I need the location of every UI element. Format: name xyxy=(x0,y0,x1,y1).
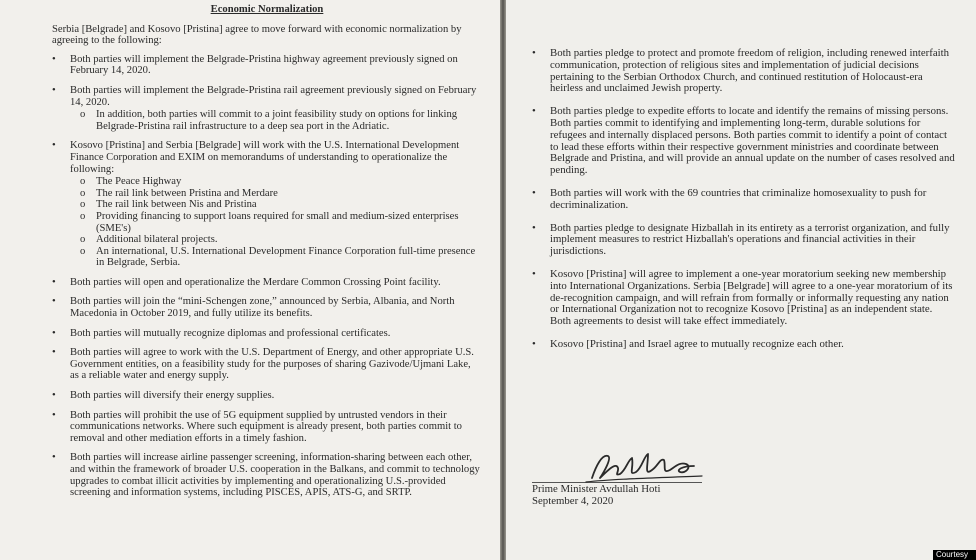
list-item: • Kosovo [Pristina] and Israel agree to mutually recognize each other. xyxy=(532,339,956,351)
signature-image xyxy=(582,448,712,486)
list-item xyxy=(52,140,482,269)
sub-list-item: o The rail link between Pristina and Merdare xyxy=(80,188,482,200)
sub-list-item: o Additional bilateral projects. xyxy=(80,234,482,246)
list-item: • Both parties will work with the 69 countries that criminalize homosexuality to push for decriminalization. xyxy=(532,188,956,212)
sub-list-item: o Providing financing to support loans required for small and medium-sized enterprises (SME's) xyxy=(80,211,482,234)
list-item xyxy=(52,85,482,132)
list-item xyxy=(52,328,482,340)
list-item-text: Both parties will diversify their energy supplies. xyxy=(70,390,275,402)
list-item-text: Both parties will mutually recognize diplomas and professional certificates. xyxy=(70,327,391,339)
signature-date: September 4, 2020 xyxy=(532,495,614,507)
left-bullet-list xyxy=(52,54,482,499)
right-bullet-list xyxy=(532,48,956,351)
list-item-text: Both parties will implement the Belgrade-Pristina rail agreement previously signed on February 14, 2020. xyxy=(70,84,477,108)
list-item-text: Both parties will agree to work with the U.S. Department of Energy, and other appropriate U.S. Government entities, on a feasibility study for the purposes of sharing Gazivode/Ujmani Lake, as a reliable water and energy supply. xyxy=(70,347,474,382)
list-item xyxy=(52,410,482,445)
right-document-page xyxy=(506,0,976,560)
signature-block xyxy=(532,448,832,507)
list-item: • Both parties pledge to expedite efforts to locate and identify the remains of missing persons. Both parties commit to identifying and implementing long-term, durable solutions for refugees and internally displaced persons. Both parties commit to identify a point of contact to lead these efforts within their respective government ministries and coordinate between Belgrade and Pristina, and will provide an annual update on the number of cases resolved and pending. xyxy=(532,106,956,177)
list-item xyxy=(52,277,482,289)
list-item-text: Both parties will implement the Belgrade-Pristina highway agreement previously signed on February 14, 2020. xyxy=(70,53,458,77)
list-item xyxy=(52,347,482,382)
signatory-name: Prime Minister Avdullah Hoti xyxy=(532,483,661,495)
sub-list-item: o The Peace Highway xyxy=(80,176,482,188)
list-item-text: Both parties will prohibit the use of 5G equipment supplied by untrusted vendors in their communications networks. Where such equipment is already present, both parties commit to removal and other mediation efforts in a timely fashion. xyxy=(70,409,462,444)
list-item-text: Both parties will open and operationalize the Merdare Common Crossing Point facility. xyxy=(70,276,441,288)
intro-paragraph: Serbia [Belgrade] and Kosovo [Pristina] agree to move forward with economic normalization by agreeing to the following: xyxy=(52,23,462,47)
list-item-text: Both parties will increase airline passenger screening, information-sharing between each other, and within the framework of broader U.S. cooperation in the Balkans, and commit to technology upgrades to combat illicit activities by implementing and operationalizing U.S.-provided screening and information systems, including PISCES, APIS, ATS-G, and SRTP. xyxy=(70,452,480,499)
sub-list xyxy=(70,109,482,132)
list-item-text: Kosovo [Pristina] and Serbia [Belgrade] will work with the U.S. International Development Finance Corporation and EXIM on memorandums of understanding to operationalize the following: xyxy=(70,140,460,175)
list-item: • Both parties pledge to designate Hizballah in its entirety as a terrorist organization, and fully implement measures to restrict Hizballah's operations and financial activities in their jurisdictions. xyxy=(532,223,956,258)
list-item: • Both parties pledge to protect and promote freedom of religion, including renewed interfaith communication, protection of religious sites and implementation of judicial decisions pertaining to the Serbian Orthodox Church, and continued restitution of Holocaust-era heirless and unclaimed Jewish property. xyxy=(532,48,956,95)
courtesy-label: Courtesy xyxy=(933,550,976,560)
list-item: • Kosovo [Pristina] will agree to implement a one-year moratorium seeking new membership into International Organizations. Serbia [Belgrade] will agree to a one-year moratorium of its de-recognition campaign, and will refrain from formally or informally requesting any nation or International Organization not to recognize Kosovo [Pristina] as an independent state. Both agreements to desist will take effect immediately. xyxy=(532,269,956,328)
sub-list-item: o In addition, both parties will commit to a joint feasibility study on options for linking Belgrade-Pristina rail infrastructure to a deep sea port in the Adriatic. xyxy=(80,109,482,132)
list-item xyxy=(52,452,482,498)
list-item xyxy=(52,296,482,319)
sub-list-item: o An international, U.S. International Development Finance Corporation full-time presence in Belgrade, Serbia. xyxy=(80,246,482,269)
sub-list xyxy=(70,176,482,269)
sub-list-item: o The rail link between Nis and Pristina xyxy=(80,199,482,211)
list-item xyxy=(52,390,482,402)
list-item-text: Both parties will join the “mini-Schengen zone,” announced by Serbia, Albania, and North Macedonia in October 2019, and fully utilize its benefits. xyxy=(70,296,455,320)
list-item xyxy=(52,54,482,77)
document-title: Economic Normalization xyxy=(210,4,324,15)
